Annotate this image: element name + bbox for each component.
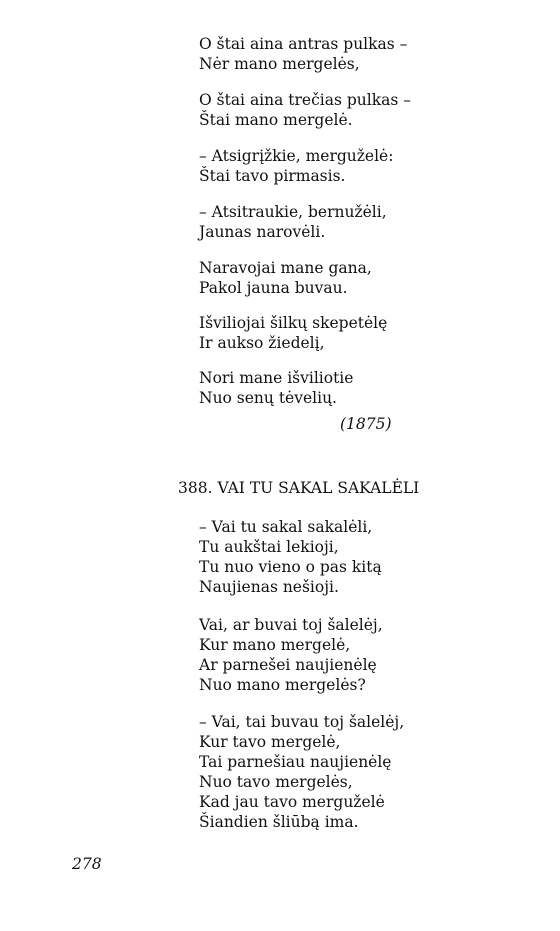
verse-line: Kad jau tavo merguželė <box>199 793 385 811</box>
poem1-stanza-2 <box>199 90 411 130</box>
verse-line: – Vai, tai buvau toj šalelėj, <box>199 713 405 731</box>
verse-line: Tai parnešiau naujienėlę <box>199 753 392 771</box>
verse-line: – Vai tu sakal sakalėli, <box>199 518 373 536</box>
poem1-stanza-6 <box>199 313 387 353</box>
verse-line: O štai aina antras pulkas – <box>199 35 408 53</box>
verse-line: Kur tavo mergelė, <box>199 733 341 751</box>
verse-line: Nuo senų tėvelių. <box>199 389 337 407</box>
verse-line: Vai, ar buvai toj šalelėj, <box>199 616 383 634</box>
verse-line: Išviliojai šilkų skepetėlę <box>199 314 388 332</box>
poem-title: 388. VAI TU SAKAL SAKALĖLI <box>178 479 420 497</box>
verse-line: Ir aukso žiedelį, <box>199 334 325 352</box>
verse-line: Ar parnešei naujienėlę <box>199 656 377 674</box>
poem1-stanza-4 <box>199 202 387 242</box>
verse-line: – Atsigrįžkie, merguželė: <box>199 147 394 165</box>
poem1-stanza-5 <box>199 258 372 298</box>
verse-line: Tu aukštai lekioji, <box>199 538 339 556</box>
page-number: 278 <box>72 855 102 873</box>
verse-line: Nėr mano mergelės, <box>199 55 360 73</box>
verse-line: Šiandien šliūbą ima. <box>199 813 359 831</box>
poem2-stanza-1 <box>199 517 382 597</box>
verse-line: Pakol jauna buvau. <box>199 279 348 297</box>
verse-line: Nori mane išviliotie <box>199 369 354 387</box>
poem1-stanza-7 <box>199 368 353 408</box>
verse-line: Naujienas nešioji. <box>199 578 339 596</box>
verse-line: Naravojai mane gana, <box>199 259 372 277</box>
verse-line: Tu nuo vieno o pas kitą <box>199 558 382 576</box>
verse-line: Štai tavo pirmasis. <box>199 167 346 185</box>
poem1-stanza-1 <box>199 34 407 74</box>
verse-line: Nuo mano mergelės? <box>199 676 366 694</box>
poem2-stanza-2 <box>199 615 383 695</box>
poem2-stanza-3 <box>199 712 404 832</box>
verse-line: Jaunas narovėli. <box>199 223 326 241</box>
poem1-stanza-3 <box>199 146 393 186</box>
poem-date: (1875) <box>340 415 392 433</box>
verse-line: – Atsitraukie, bernužėli, <box>199 203 387 221</box>
verse-line: Kur mano mergelė, <box>199 636 351 654</box>
verse-line: O štai aina trečias pulkas – <box>199 91 411 109</box>
verse-line: Štai mano mergelė. <box>199 111 353 129</box>
verse-line: Nuo tavo mergelės, <box>199 773 353 791</box>
